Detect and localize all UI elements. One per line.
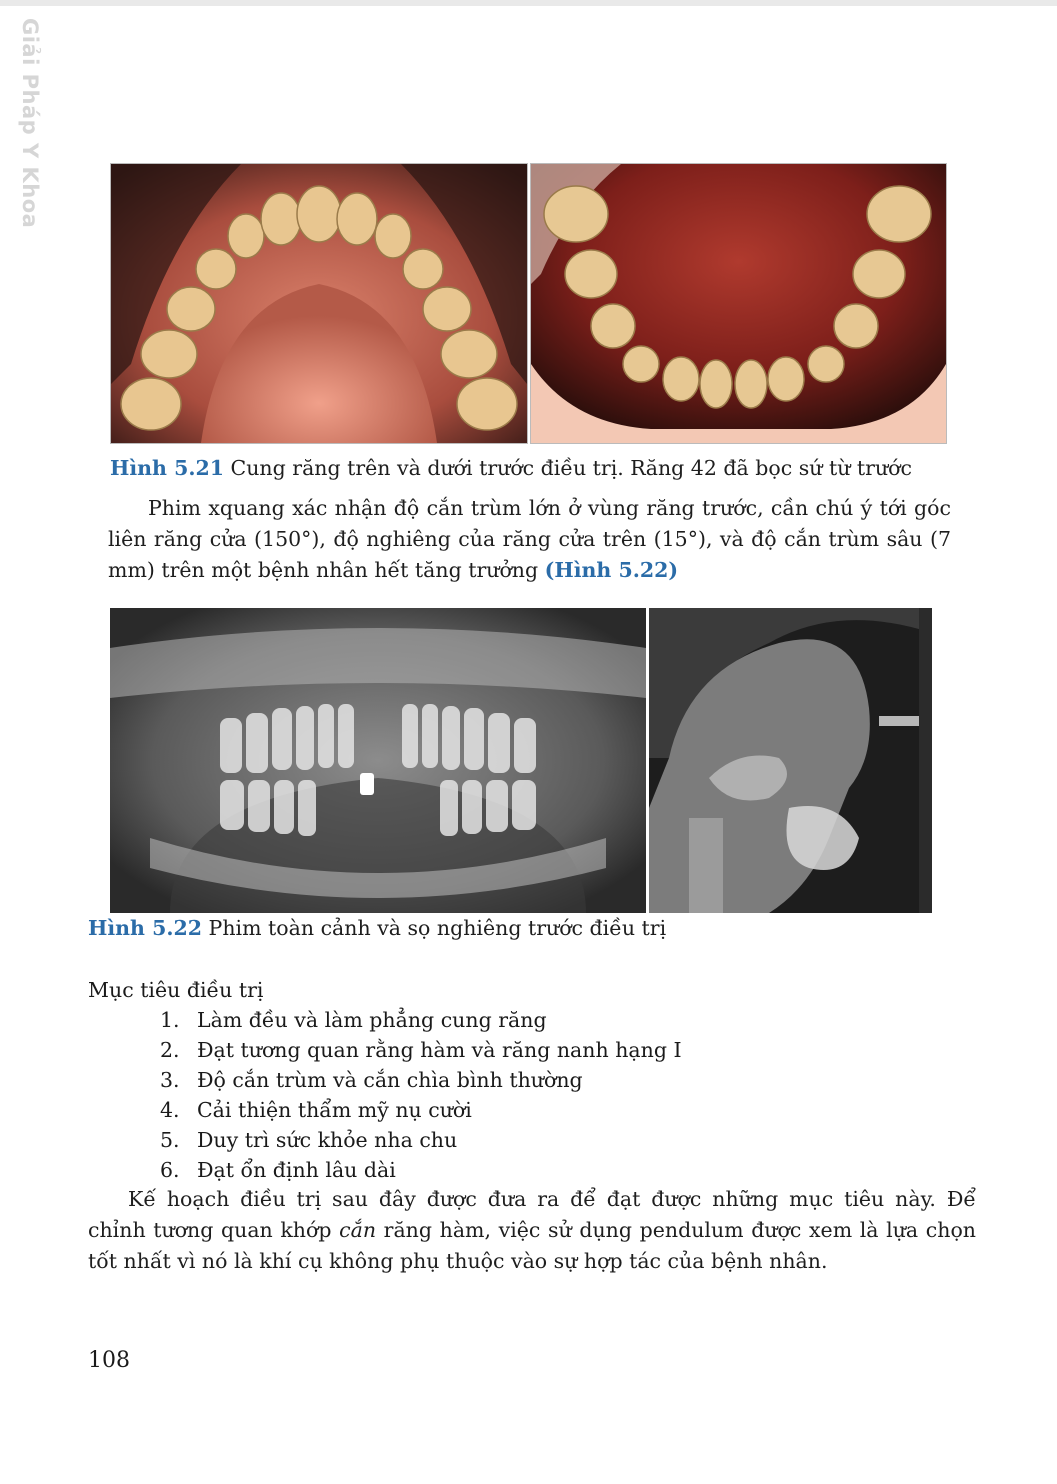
plan-paragraph-line-1: Kế hoạch điều trị sau đây được đưa ra để đạt được những mục tiêu này. Để <box>128 1187 976 1211</box>
page-number: 108 <box>88 1348 130 1373</box>
xray-paragraph-line-1: Phim xquang xác nhận độ cắn trùm lớn ở vùng răng trước, cần chú ý tới góc <box>148 496 951 520</box>
emphasis-word: cắn <box>339 1218 377 1242</box>
xray-paragraph <box>108 493 951 586</box>
watermark: Giải Pháp Y Khoa <box>18 18 42 229</box>
treatment-goals-list <box>160 1005 682 1185</box>
figure-5-21-caption <box>110 454 912 482</box>
lateral-cephalogram <box>649 608 932 913</box>
list-item: 3. Độ cắn trùm và cắn chìa bình thường <box>160 1068 583 1092</box>
list-item: 4. Cải thiện thẩm mỹ nụ cười <box>160 1098 472 1122</box>
xray-paragraph-line-2: liên răng cửa (150°), độ nghiêng của răng cửa trên (15°), và độ cắn trùm sâu (7 <box>108 527 951 551</box>
figure-5-22-reference: (Hình 5.22) <box>544 558 679 582</box>
figure-5-22-label: Hình 5.22 <box>88 916 203 940</box>
lower-arch-photo <box>530 163 947 444</box>
panoramic-xray <box>110 608 646 913</box>
treatment-goals-title: Mục tiêu điều trị <box>88 978 264 1002</box>
figure-5-21-text: Cung răng trên và dưới trước điều trị. Răng 42 đã bọc sứ từ trước <box>224 456 912 480</box>
plan-paragraph-line-2: chỉnh tương quan khớp cắn răng hàm, việc sử dụng pendulum được xem là lựa chọn <box>88 1218 976 1242</box>
upper-arch-photo <box>110 163 528 444</box>
xray-paragraph-line-3-text: mm) trên một bệnh nhân hết tăng trưởng <box>108 558 545 582</box>
xray-paragraph-line-3 <box>108 555 951 586</box>
top-rule <box>0 0 1057 6</box>
list-item: 6. Đạt ổn định lâu dài <box>160 1158 396 1182</box>
treatment-plan-paragraph <box>88 1184 976 1277</box>
figure-5-21-label: Hình 5.21 <box>110 456 225 480</box>
plan-paragraph-line-3: tốt nhất vì nó là khí cụ không phụ thuộc vào sự hợp tác của bệnh nhân. <box>88 1249 828 1273</box>
list-item: 2. Đạt tương quan rằng hàm và răng nanh hạng I <box>160 1038 682 1062</box>
list-item: 5. Duy trì sức khỏe nha chu <box>160 1128 458 1152</box>
figure-5-22-caption <box>88 914 666 942</box>
figure-5-22-text: Phim toàn cảnh và sọ nghiêng trước điều trị <box>202 916 667 940</box>
list-item: 1. Làm đều và làm phẳng cung răng <box>160 1008 547 1032</box>
